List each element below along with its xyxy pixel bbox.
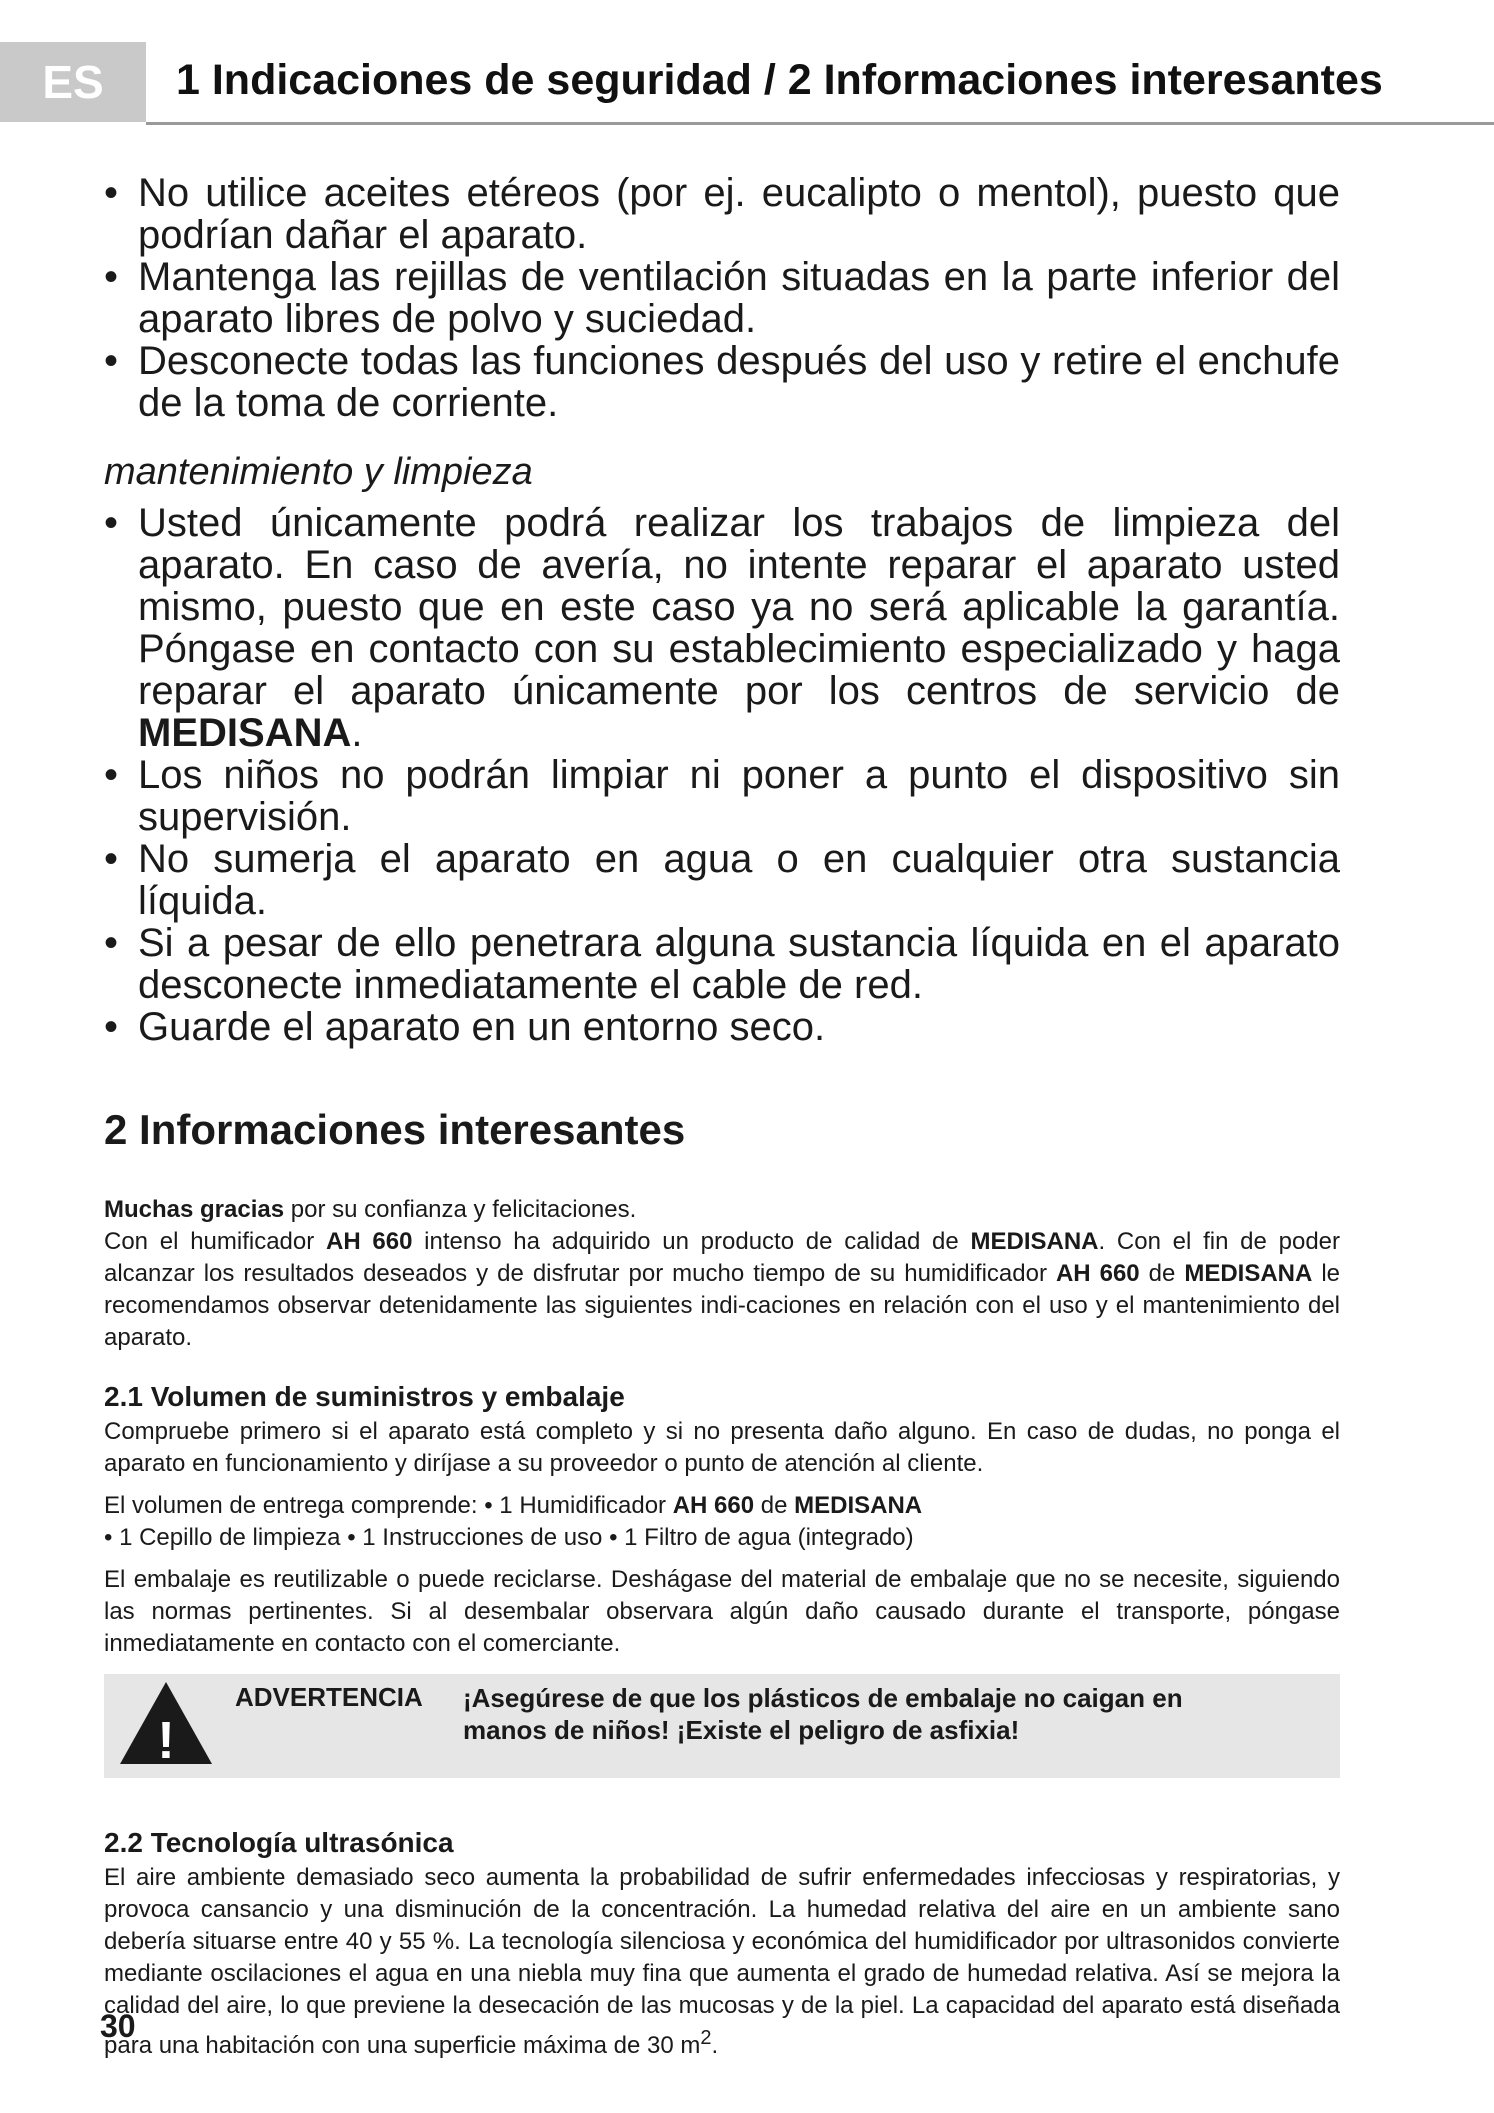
ultrasonic-paragraph: El aire ambiente demasiado seco aumenta la probabilidad de sufrir enfermedades infecciosas y respiratorias, y provoca cansancio y una disminución de la concentración. La humedad relativa del aire en un ambiente sano debería situarse entre 40 y 55 %. La tecnología silenciosa y económica del humidificador por ultrasonidos convierte mediante oscilaciones el agua en una niebla muy fina que aumenta el grado de humedad relativa. Así se mejora la calidad del aire, lo que previene la desecación de las mucosas y de la piel. La capacidad del aparato está diseñada para una habitación con una superficie máxima de 30 $m^2$. [104,1864,1340,2059]
warning-triangle-icon [118,1678,214,1766]
list-item: • Desconecte todas las funciones después del uso y retire el enchufe de la toma de corriente. [104,340,1340,424]
warning-text: ¡Asegúrese de que los plásticos de embalaje no caigan en manos de niños! ¡Existe el peligro de asfixia! [463,1683,1183,1745]
section-2-2-title: 2.2 Tecnología ultrasónica [104,1827,454,1858]
section-2-1-title: 2.1 Volumen de suministros y embalaje [104,1381,625,1412]
delivery-contents: El volumen de entrega comprende: • 1 Humidificador AH 660 de MEDISANA • 1 Cepillo de limpieza • 1 Instrucciones de uso • 1 Filtro de agua (integrado) [104,1492,923,1551]
maintenance-list [104,502,1340,1048]
safety-list [104,172,1340,424]
warning-symbol: ! [157,1712,175,1766]
list-item: • No utilice aceites etéreos (por ej. eucalipto o mentol), puesto que podrían dañar el aparato. [104,172,1340,256]
language-tab [0,42,146,122]
header-divider [146,122,1494,125]
page-number: 30 [100,2008,136,2044]
maintenance-heading: mantenimiento y limpieza [104,451,533,493]
warning-box [104,1674,1340,1778]
list-item: • No sumerja el aparato en agua o en cualquier otra sustancia líquida. [104,838,1340,922]
list-item: • Los niños no podrán limpiar ni poner a punto el dispositivo sin supervisión. [104,754,1340,838]
list-item: • Usted únicamente podrá realizar los trabajos de limpieza del aparato. En caso de avería, no intente reparar el aparato usted mismo, puesto que en este caso ya no será aplicable la garantía. Póngase en contacto con su establecimiento especializado y haga reparar el aparato únicamente por los centros de servicio de MEDISANA. [104,502,1340,754]
list-item: • Si a pesar de ello penetrara alguna sustancia líquida en el aparato desconecte inmediatamente el cable de red. [104,922,1340,1006]
section-2-title: 2 Informaciones interesantes [104,1106,686,1153]
language-code: ES [42,56,104,108]
page-header-title: 1 Indicaciones de seguridad / 2 Informaciones interesantes [176,56,1383,104]
thanks-paragraph: Muchas gracias por su confianza y felicitaciones. Con el humificador AH 660 intenso ha adquirido un producto de calidad de MEDISANA. Con el fin de poder alcanzar los resultados deseados y de disfrutar por mucho tiempo de su humidificador AH 660 de MEDISANA le recomendamos observar detenidamente las siguientes indi-caciones en relación con el uso y el mantenimiento del aparato. [104,1196,1341,1351]
brand-name: MEDISANA [138,711,352,755]
packaging-paragraph: El embalaje es reutilizable o puede reciclarse. Deshágase del material de embalaje que no se necesite, siguiendo las normas pertinentes. Si al desembalar observara algún daño causado durante el transporte, póngase inmediatamente en contacto con el comerciante. [104,1566,1340,1657]
inspection-paragraph: Compruebe primero si el aparato está completo y si no presenta daño alguno. En caso de dudas, no ponga el aparato en funcionamiento y diríjase a su proveedor o punto de atención al cliente. [104,1418,1340,1477]
list-item: • Guarde el aparato en un entorno seco. [104,1006,1340,1048]
page-content [104,172,1340,2062]
warning-label: ADVERTENCIA [235,1682,423,1712]
list-item: • Mantenga las rejillas de ventilación situadas en la parte inferior del aparato libres de polvo y suciedad. [104,256,1340,340]
